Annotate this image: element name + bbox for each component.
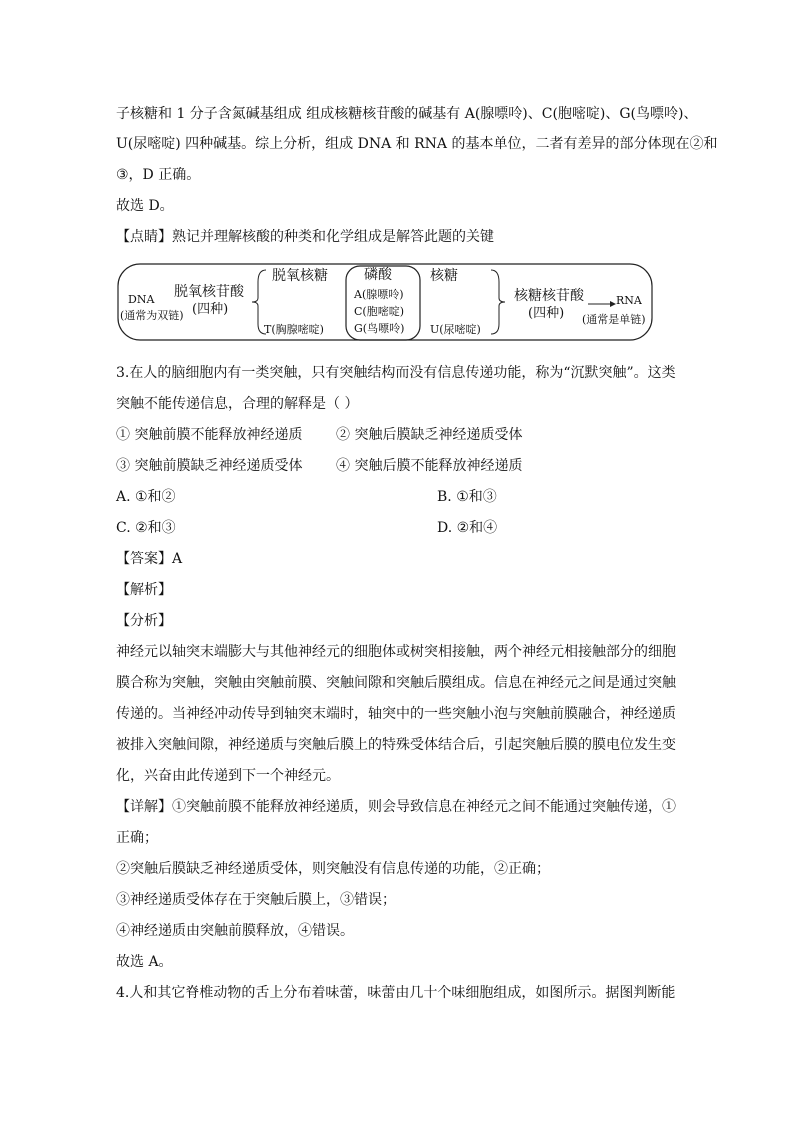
statement-4: ④ 突触后膜不能释放神经递质 (336, 458, 523, 474)
paragraph-line: ③，D 正确。 (116, 167, 201, 183)
rna-note: (通常是单链) (582, 313, 646, 326)
guanine-label: G(鸟嘌呤) (354, 322, 405, 335)
analysis-line: 化，兴奋由此传递到下一个神经元。 (116, 768, 340, 784)
right-brace (491, 270, 505, 334)
paragraph-line: 子核糖和 1 分子含氮碱基组成 组成核糖核苷酸的碱基有 A(腺嘌呤)、C(胞嘧啶)、G(鸟嘌呤)、 (116, 106, 698, 122)
ribose-label: 核糖 (430, 268, 458, 284)
deoxy-nucleotide-label: 脱氧核苷酸 (174, 284, 244, 300)
analysis-subheading: 【分析】 (116, 613, 172, 629)
cytosine-label: C(胞嘧啶) (354, 305, 404, 318)
question-stem: 3.在人的脑细胞内有一类突触，只有突触结构而没有信息传递功能，称为“沉默突触”。这类 (116, 365, 676, 381)
deoxyribose-label: 脱氧核糖 (272, 268, 328, 284)
analysis-line: 膜合称为突触，突触由突触前膜、突触间隙和突触后膜组成。信息在神经元之间是通过突触 (116, 675, 676, 691)
question-stem: 4.人和其它脊椎动物的舌上分布着味蕾，味蕾由几十个味细胞组成，如图所示。据图判断能 (116, 985, 676, 1001)
detail-line: ④神经递质由突触前膜释放，④错误。 (116, 923, 354, 939)
option-d: D. ②和④ (437, 520, 498, 536)
dna-note: (通常为双链) (120, 309, 184, 322)
analysis-line: 被排入突触间隙，神经递质与突触后膜上的特殊受体结合后，引起突触后膜的膜电位发生变 (116, 737, 676, 753)
analysis-heading: 【解析】 (116, 582, 172, 598)
option-c: C. ②和③ (116, 520, 176, 536)
ribo-nucleotide-label: 核糖核苷酸 (514, 288, 584, 304)
thymine-label: T(胸腺嘧啶) (264, 323, 324, 336)
four-kinds-left: (四种) (192, 302, 229, 317)
option-a: A. ①和② (116, 489, 176, 505)
dna-label: DNA (128, 293, 155, 306)
adenine-label: A(腺嘌呤) (354, 288, 404, 301)
rna-label: RNA (616, 294, 642, 307)
answer-line: 【答案】A (116, 551, 183, 567)
uracil-label: U(尿嘧啶) (430, 323, 481, 336)
nucleic-acid-diagram (116, 262, 656, 344)
detail-line: 【详解】①突触前膜不能释放神经递质，则会导致信息在神经元之间不能通过突触传递，① (116, 799, 676, 815)
question-stem: 突触不能传递信息，合理的解释是（ ） (116, 396, 359, 412)
analysis-line: 传递的。当神经冲动传导到轴突末端时，轴突中的一些突触小泡与突触前膜融合，神经递质 (116, 706, 676, 722)
statement-2: ② 突触后膜缺乏神经递质受体 (336, 427, 523, 443)
paragraph-line: U(尿嘧啶) 四种碱基。综上分析，组成 DNA 和 RNA 的基本单位，二者有差异的部分体现在②和 (116, 136, 718, 152)
detail-line: ②突触后膜缺乏神经递质受体，则突触没有信息传递的功能，②正确； (116, 861, 550, 877)
paragraph-line: 故选 D。 (116, 198, 174, 214)
statement-1: ① 突触前膜不能释放神经递质 (116, 427, 303, 443)
option-b: B. ①和③ (437, 489, 497, 505)
four-kinds-right: (四种) (528, 306, 565, 321)
key-point-line: 【点睛】熟记并理解核酸的种类和化学组成是解答此题的关键 (116, 229, 494, 245)
analysis-line: 神经元以轴突末端膨大与其他神经元的细胞体或树突相接触，两个神经元相接触部分的细胞 (116, 644, 676, 660)
choose-line: 故选 A。 (116, 954, 173, 970)
detail-line: 正确； (116, 830, 158, 846)
detail-line: ③神经递质受体存在于突触后膜上，③错误； (116, 892, 396, 908)
phosphate-label: 磷酸 (364, 267, 392, 283)
statement-3: ③ 突触前膜缺乏神经递质受体 (116, 458, 303, 474)
